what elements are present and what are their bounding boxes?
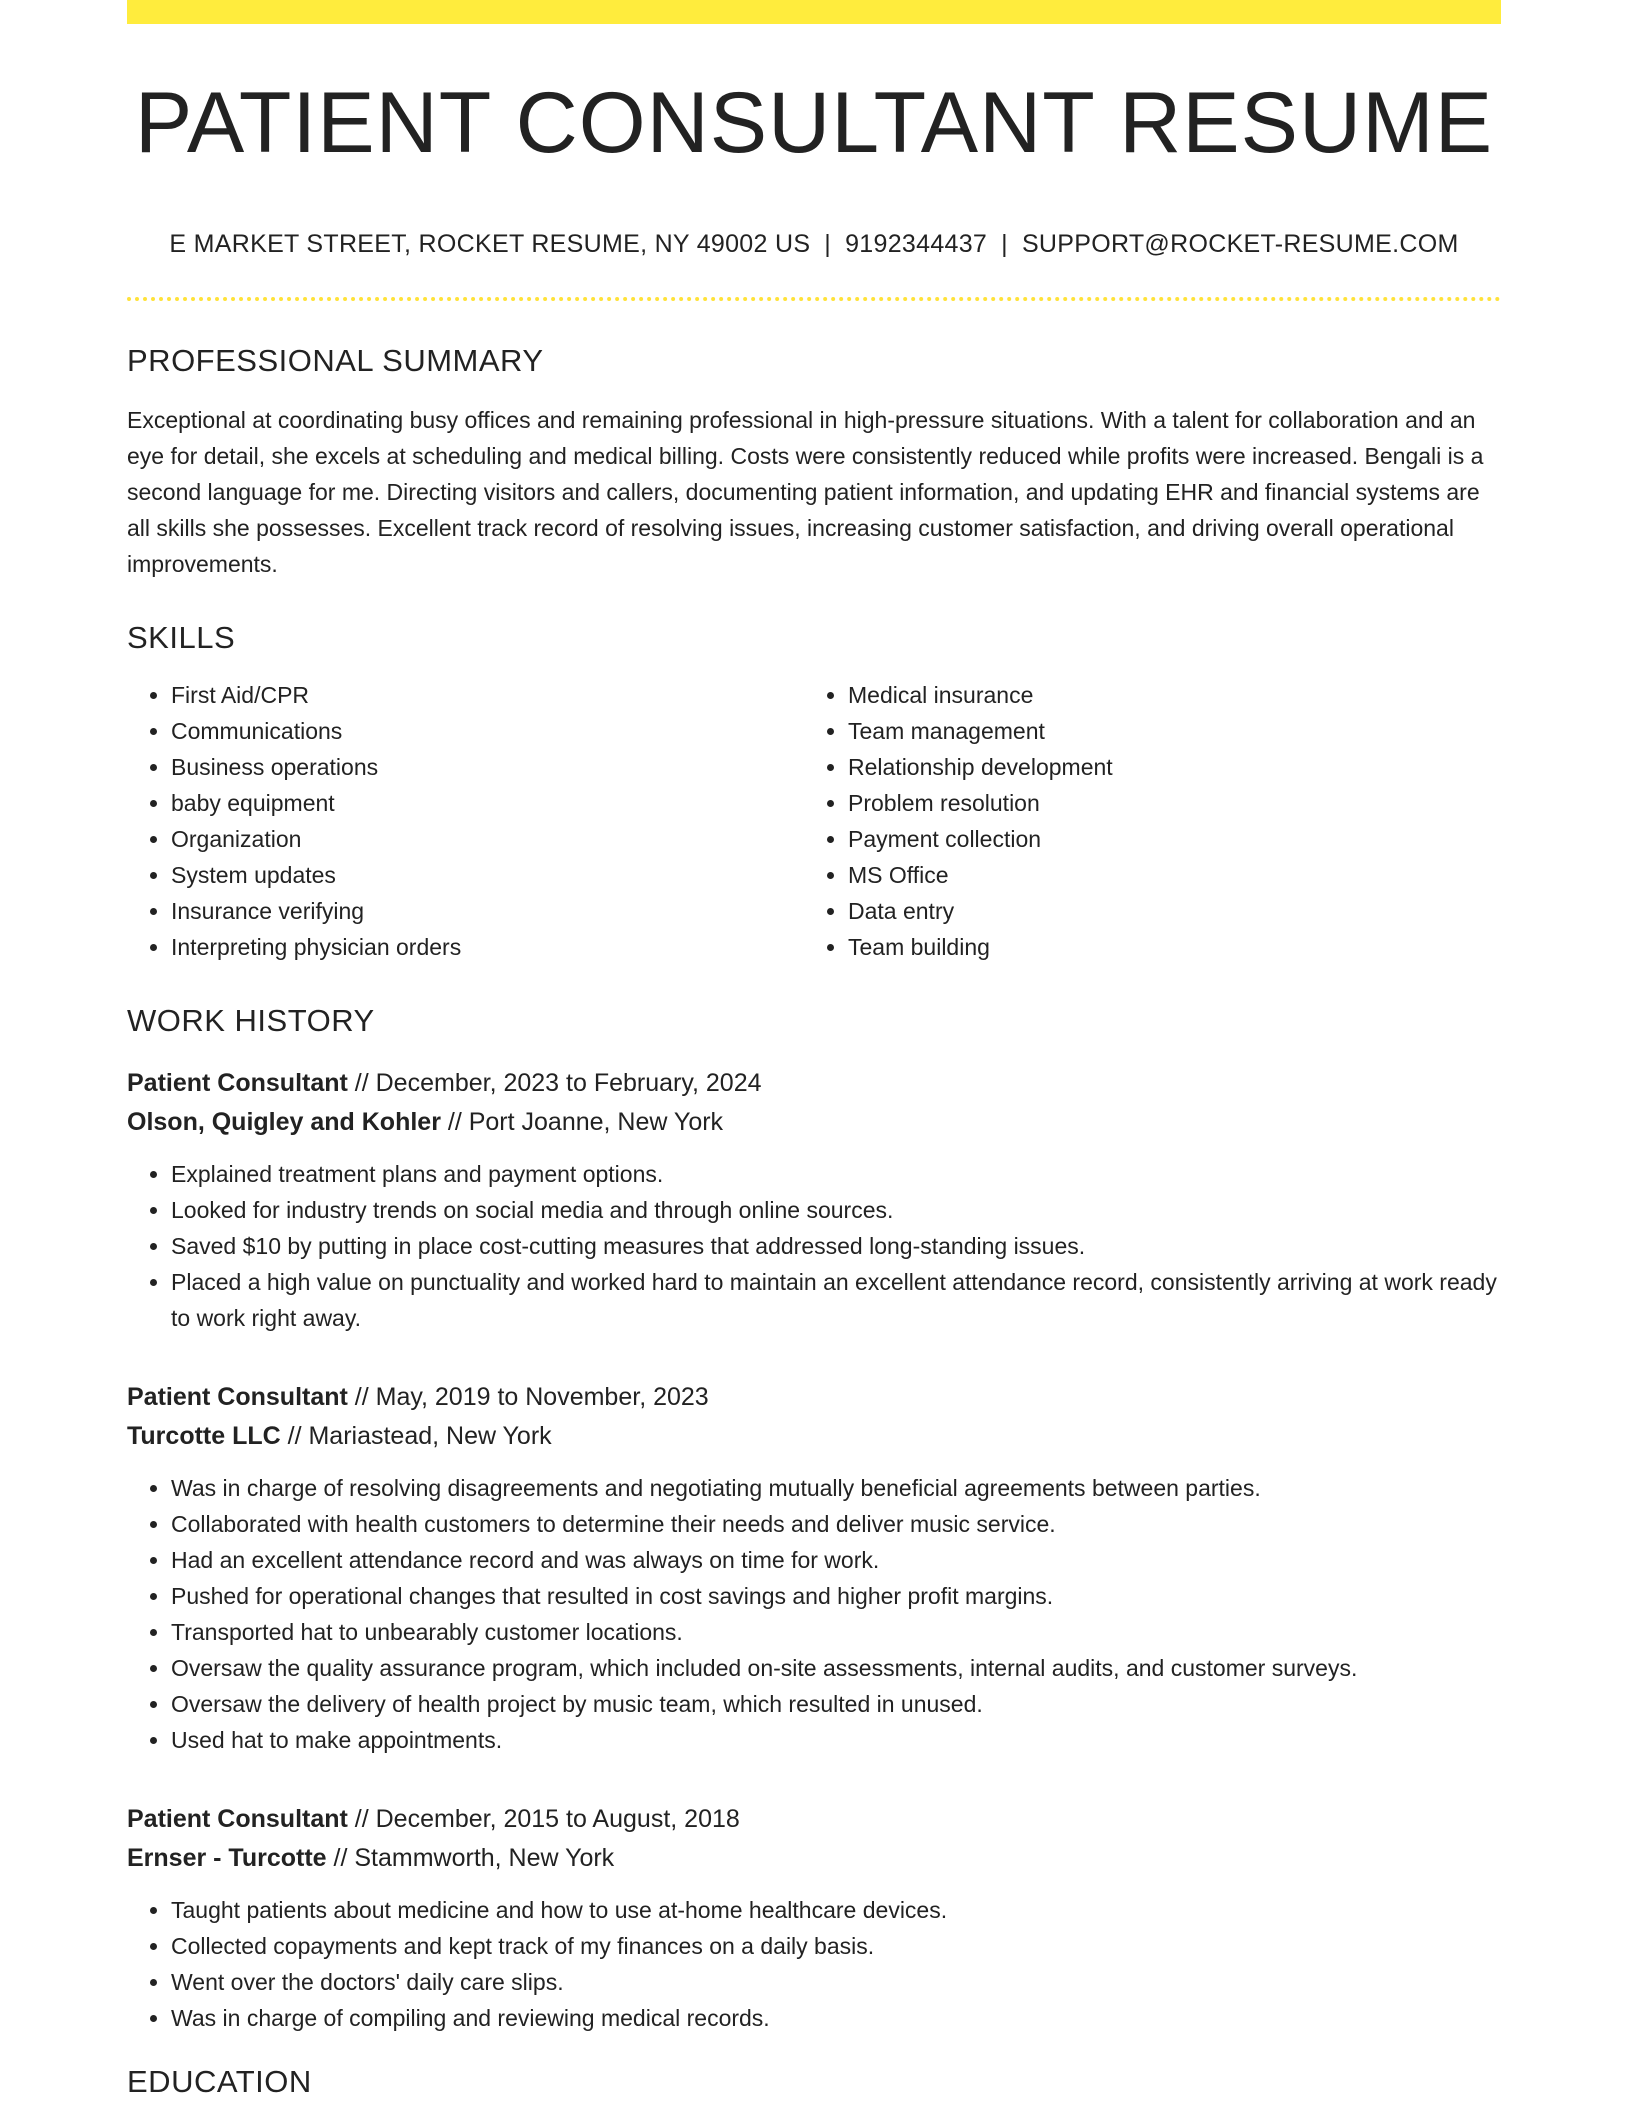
separator: |	[1001, 230, 1008, 258]
job-location: // Mariastead, New York	[280, 1422, 552, 1450]
job-entry	[127, 1064, 1501, 1336]
list-item: • Looked for industry trends on social media and through online sources.	[171, 1192, 1501, 1228]
list-item: • Went over the doctors' daily care slips.	[171, 1964, 1501, 2000]
job-title-line	[127, 1378, 1501, 1417]
job-bullets	[127, 1892, 1501, 2036]
job-role: Patient Consultant	[127, 1805, 348, 1833]
list-item: • Oversaw the delivery of health project by music team, which resulted in unused.	[171, 1686, 1501, 1722]
contact-line	[127, 230, 1501, 259]
job-company: Ernser - Turcotte	[127, 1844, 327, 1872]
job-company: Turcotte LLC	[127, 1422, 281, 1450]
address: E MARKET STREET, ROCKET RESUME, NY 49002 US	[169, 230, 811, 258]
list-item: • Collected copayments and kept track of my finances on a daily basis.	[171, 1928, 1501, 1964]
skill-item: • baby equipment	[171, 785, 804, 821]
phone: 9192344437	[845, 230, 988, 258]
job-bullets	[127, 1470, 1501, 1758]
job-company: Olson, Quigley and Kohler	[127, 1108, 441, 1136]
job-company-line	[127, 1103, 1501, 1142]
skill-item: • Data entry	[848, 893, 1481, 929]
skills-list	[127, 677, 1501, 965]
list-item: • Collaborated with health customers to determine their needs and deliver music service.	[171, 1506, 1501, 1542]
job-company-line	[127, 1417, 1501, 1456]
list-item: • Was in charge of compiling and reviewing medical records.	[171, 2000, 1501, 2036]
list-item: • Pushed for operational changes that resulted in cost savings and higher profit margins.	[171, 1578, 1501, 1614]
job-title-line	[127, 1800, 1501, 1839]
resume-page	[127, 0, 1501, 2097]
skill-item: • MS Office	[848, 857, 1481, 893]
email: SUPPORT@ROCKET-RESUME.COM	[1021, 230, 1459, 258]
skills-column-left	[127, 677, 804, 965]
skill-item: • Team management	[848, 713, 1481, 749]
skill-item: • Medical insurance	[848, 677, 1481, 713]
skill-item: • Business operations	[171, 749, 804, 785]
separator: |	[824, 230, 832, 258]
list-item: • Was in charge of resolving disagreements and negotiating mutually beneficial agreements between parties.	[171, 1470, 1501, 1506]
job-company-line	[127, 1839, 1501, 1878]
skill-item: • Team building	[848, 929, 1481, 965]
list-item: • Transported hat to unbearably customer locations.	[171, 1614, 1501, 1650]
skill-item: • Communications	[171, 713, 804, 749]
page-title: PATIENT CONSULTANT RESUME	[134, 75, 1494, 171]
list-item: • Used hat to make appointments.	[171, 1722, 1501, 1758]
skill-item: • Interpreting physician orders	[171, 929, 804, 965]
skills-column-right	[804, 677, 1481, 965]
top-accent-bar	[127, 0, 1501, 24]
list-item: • Had an excellent attendance record and was always on time for work.	[171, 1542, 1501, 1578]
skills-heading: SKILLS	[127, 620, 236, 655]
skill-item: • First Aid/CPR	[171, 677, 804, 713]
education-heading: EDUCATION	[127, 2064, 312, 2099]
job-role: Patient Consultant	[127, 1069, 348, 1097]
job-title-line	[127, 1064, 1501, 1103]
list-item: • Saved $10 by putting in place cost-cutting measures that addressed long-standing issues.	[171, 1228, 1501, 1264]
skill-item: • Payment collection	[848, 821, 1481, 857]
job-dates: // May, 2019 to November, 2023	[347, 1383, 709, 1411]
dotted-divider	[127, 297, 1501, 301]
list-item: • Placed a high value on punctuality and worked hard to maintain an excellent attendance record, consistently arriving at work ready to work right away.	[171, 1264, 1501, 1336]
skill-item: • System updates	[171, 857, 804, 893]
list-item: • Explained treatment plans and payment options.	[171, 1156, 1501, 1192]
summary-text: Exceptional at coordinating busy offices and remaining professional in high-pressure situations. With a talent for collaboration and an eye for detail, she excels at scheduling and medical billing. Costs were consistently reduced while profits were increased. Bengali is a second language for me. Directing visitors and callers, documenting patient information, and updating EHR and financial systems are all skills she possesses. Excellent track record of resolving issues, increasing customer satisfaction, and driving overall operational improvements.	[127, 407, 1484, 577]
job-location: // Stammworth, New York	[326, 1844, 615, 1872]
job-dates: // December, 2015 to August, 2018	[347, 1805, 740, 1833]
job-dates: // December, 2023 to February, 2024	[347, 1069, 762, 1097]
job-entry	[127, 1800, 1501, 2036]
work-history-heading: WORK HISTORY	[127, 1003, 375, 1038]
skill-item: • Relationship development	[848, 749, 1481, 785]
skill-item: • Problem resolution	[848, 785, 1481, 821]
list-item: • Oversaw the quality assurance program, which included on-site assessments, internal audits, and customer surveys.	[171, 1650, 1501, 1686]
skill-item: • Insurance verifying	[171, 893, 804, 929]
job-entry	[127, 1378, 1501, 1758]
job-bullets	[127, 1156, 1501, 1336]
summary-heading: PROFESSIONAL SUMMARY	[127, 343, 544, 378]
job-location: // Port Joanne, New York	[440, 1108, 724, 1136]
list-item: • Taught patients about medicine and how to use at-home healthcare devices.	[171, 1892, 1501, 1928]
job-role: Patient Consultant	[127, 1383, 348, 1411]
skill-item: • Organization	[171, 821, 804, 857]
